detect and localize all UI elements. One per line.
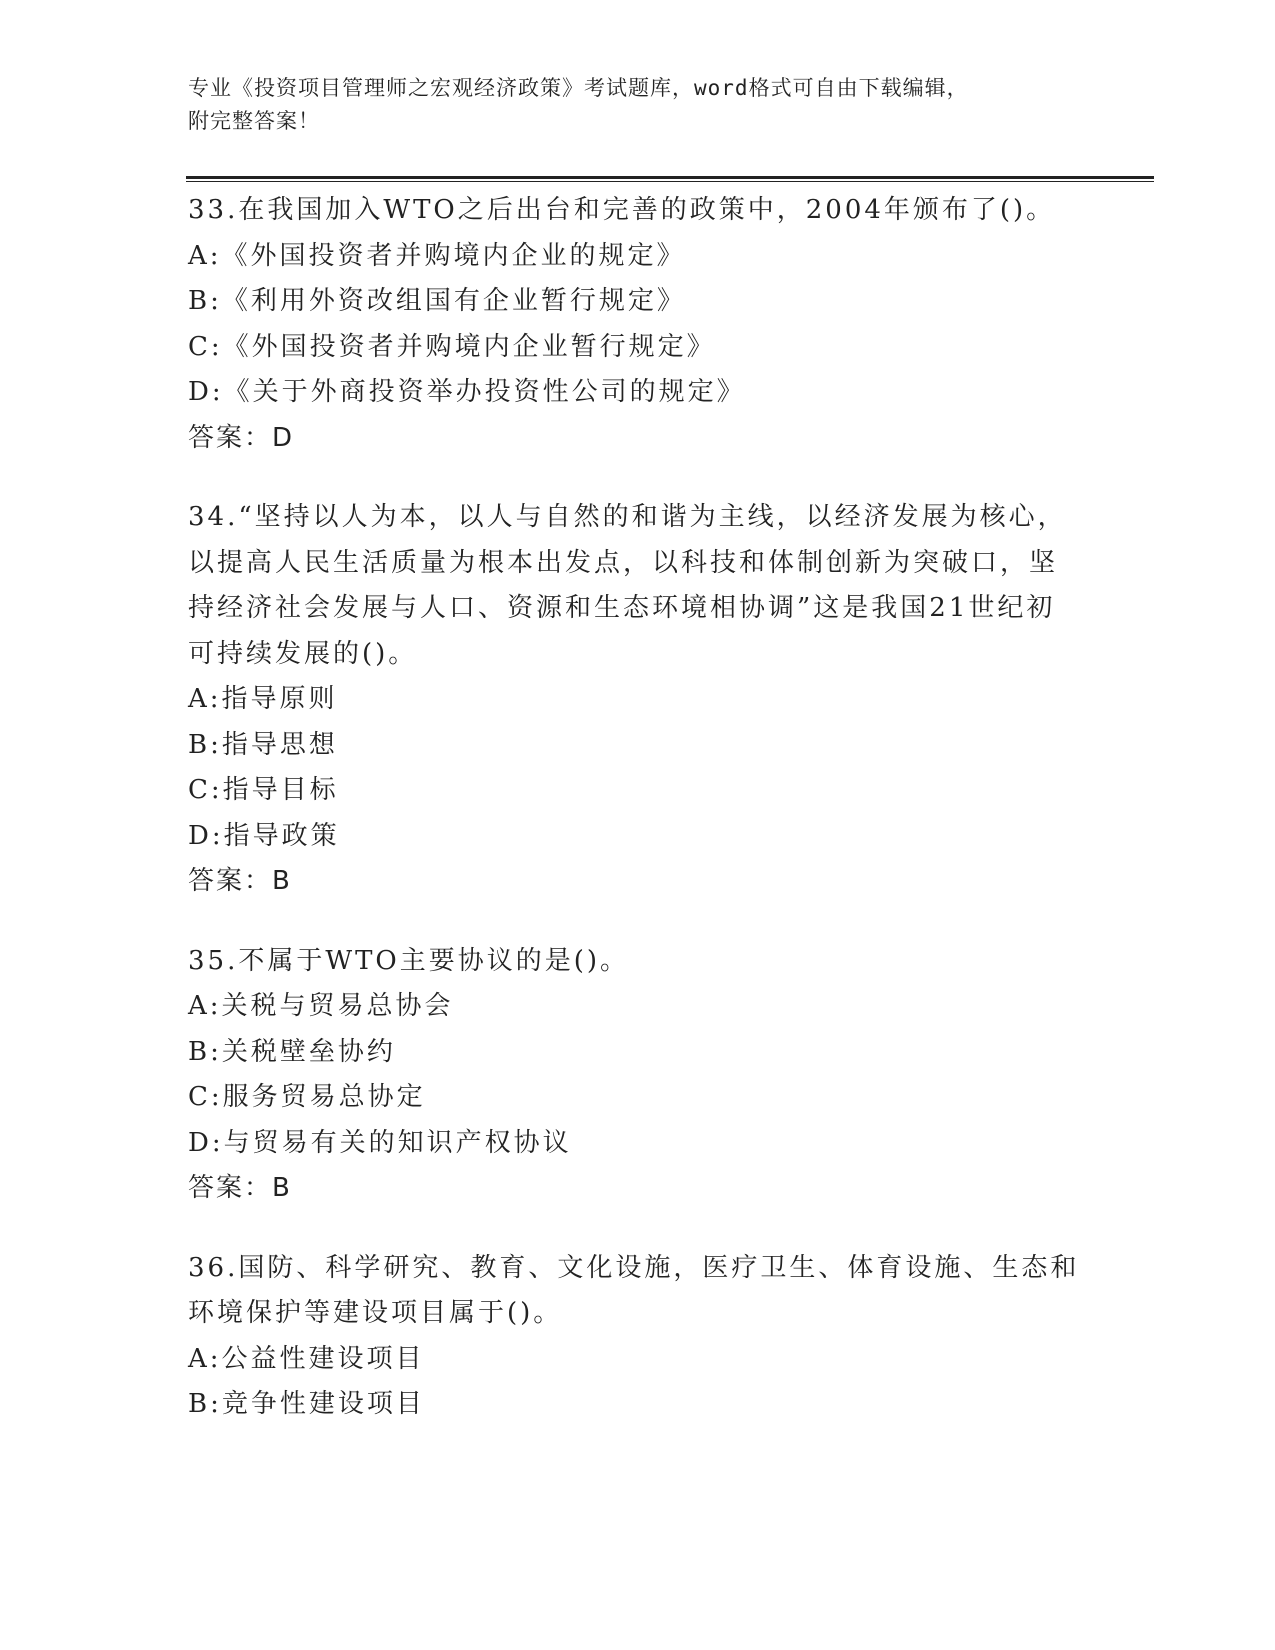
document-header (188, 72, 1068, 138)
option-c: C:服务贸易总协定 (188, 1082, 426, 1112)
question-stem: 以提高人民生活质量为根本出发点，以科技和体制创新为突破口，坚 (188, 547, 1059, 578)
option-a: A:指导原则 (188, 684, 338, 714)
option-b: B:竞争性建设项目 (188, 1389, 425, 1419)
question-stem: 34.“坚持以人为本，以人与自然的和谐为主线，以经济发展为核心， (188, 502, 1067, 532)
option-c: C:指导目标 (188, 775, 339, 805)
question-stem: 36.国防、科学研究、教育、文化设施，医疗卫生、体育设施、生态和 (188, 1252, 1080, 1283)
option-b: B:《利用外资改组国有企业暂行规定》 (188, 286, 686, 316)
answer-line: 答案：D (188, 422, 295, 453)
answer-line: 答案：B (188, 1173, 292, 1203)
option-d: D:《关于外商投资举办投资性公司的规定》 (188, 377, 746, 407)
option-a: A:关税与贸易总协会 (188, 991, 454, 1021)
question-33 (188, 188, 1088, 461)
header-line-1: 专业《投资项目管理师之宏观经济政策》考试题库，word格式可自由下载编辑， (188, 76, 969, 100)
question-list (188, 188, 1088, 1462)
option-b: B:指导思想 (188, 729, 338, 760)
question-35 (188, 939, 1088, 1212)
option-a: A:公益性建设项目 (188, 1343, 425, 1374)
question-stem: 环境保护等建设项目属于()。 (188, 1298, 563, 1328)
option-c: C:《外国投资者并购境内企业暂行规定》 (188, 331, 716, 362)
header-line-2: 附完整答案！ (188, 109, 320, 133)
question-stem: 33.在我国加入WTO之后出台和完善的政策中，2004年颁布了()。 (188, 195, 1056, 225)
header-divider (186, 176, 1154, 182)
question-stem: 可持续发展的()。 (188, 638, 418, 669)
option-b: B:关税壁垒协约 (188, 1036, 396, 1067)
answer-line: 答案：B (188, 866, 292, 896)
option-a: A:《外国投资者并购境内企业的规定》 (188, 240, 686, 271)
question-stem: 持经济社会发展与人口、资源和生态环境相协调”这是我国21世纪初 (188, 593, 1056, 623)
question-36 (188, 1246, 1088, 1428)
question-34 (188, 495, 1088, 905)
option-d: D:指导政策 (188, 820, 340, 851)
option-d: D:与贸易有关的知识产权协议 (188, 1127, 572, 1158)
question-stem: 35.不属于WTO主要协议的是()。 (188, 945, 630, 976)
